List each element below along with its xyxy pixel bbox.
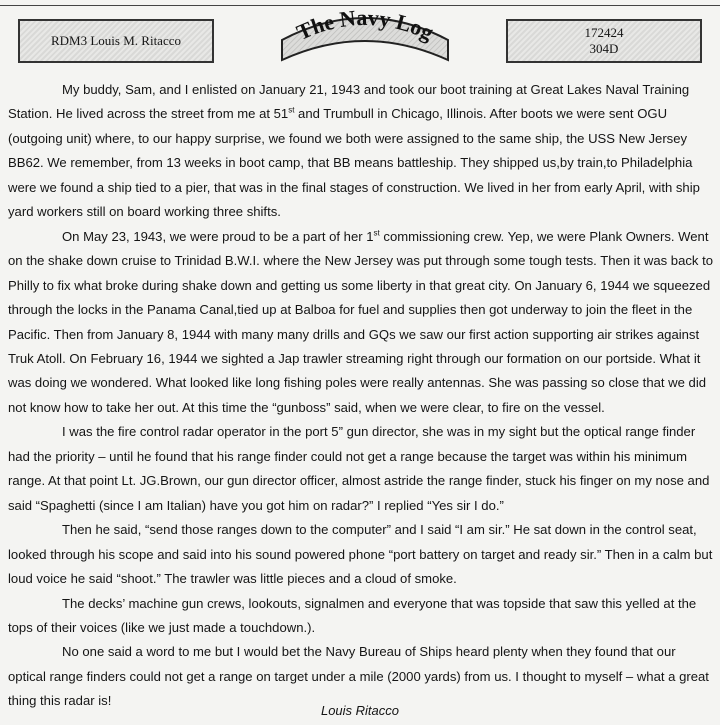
paragraph: On May 23, 1943, we were proud to be a part of her 1st commissioning crew. Yep, we were Plank Owners. Went on the shake down cruise to Trinidad B.W.I. where the New Jersey was put through some tough tests. Then it was back to Philly to fix what broke during shake down and getting us some liberty in that great city. On January 6, 1944 we squeezed through the locks in the Panama Canal,tied up at Balboa for fuel and supplies then got underway to join the fleet in the Pacific. Then from January 8, 1944 with many many drills and GQs we saw our first action supporting air strikes against Truk Atoll. On February 16, 1944 we sighted a Jap trawler streaming right through our formation on our portside. What it was doing we wondered. What looked like long fishing poles were really antennas. She was passing so close that we did not know how to take her out. At this time the “gunboss” said, when we were clear, to fire on the vessel. <box>8 228 714 415</box>
paragraph: The decks’ machine gun crews, lookouts, signalmen and everyone that was topside that saw this yelled at the tops of their voices (like we just made a touchdown.). <box>8 595 697 635</box>
banner-title: The Navy Log <box>292 4 438 45</box>
reference-number: 172424 <box>584 25 624 40</box>
ordinal-suffix: st <box>288 106 295 116</box>
article-body <box>8 78 714 714</box>
reference-box <box>506 19 702 63</box>
signature: Louis Ritacco <box>320 703 400 718</box>
author-box <box>18 19 214 63</box>
paragraph: I was the fire control radar operator in the port 5” gun director, she was in my sight but the optical range finder had the priority – until he found that his range finder could not get a range because the target was within his minimum range. At that point Lt. JG.Brown, our gun director officer, almost astride the range finder, stuck his finger on my nose and said “Spaghetti (since I am Italian) have you got him on radar?” I replied “Yes sir I do.” <box>8 424 710 513</box>
ordinal-suffix: st <box>373 228 380 238</box>
author-name: RDM3 Louis M. Ritacco <box>51 33 181 48</box>
paragraph: Then he said, “send those ranges down to the computer” and I said “I am sir.” He sat down in the control seat, looked through his scope and said into his sound powered phone “port battery on target and ready sir.” Then in a calm but loud voice he said “shoot.” The trawler was little pieces and a cloud of smoke. <box>8 522 713 587</box>
navy-log-banner <box>276 0 454 64</box>
reference-code: 304D <box>589 41 619 56</box>
paragraph: No one said a word to me but I would bet the Navy Bureau of Ships heard plenty when they found that our optical range finders could not get a range on target under a mile (2000 yards) from us. I thought to myself – what a great thing this radar is! <box>8 644 709 709</box>
paragraph: My buddy, Sam, and I enlisted on January 21, 1943 and took our boot training at Great Lakes Naval Training Station. He lived across the street from me at 51st and Trumbull in Chicago, Illinois. After boots we were sent OGU (outgoing unit) where, to our happy surprise, we found we both were assigned to the same ship, the USS New Jersey BB62. We remember, from 13 weeks in boot camp, that BB means battleship. They shipped us,by train,to Philadelphia were we found a ship tied to a pier, that was in the final stages of construction. We lived in her from early April, with ship yard workers still on board working three shifts. <box>8 82 700 220</box>
